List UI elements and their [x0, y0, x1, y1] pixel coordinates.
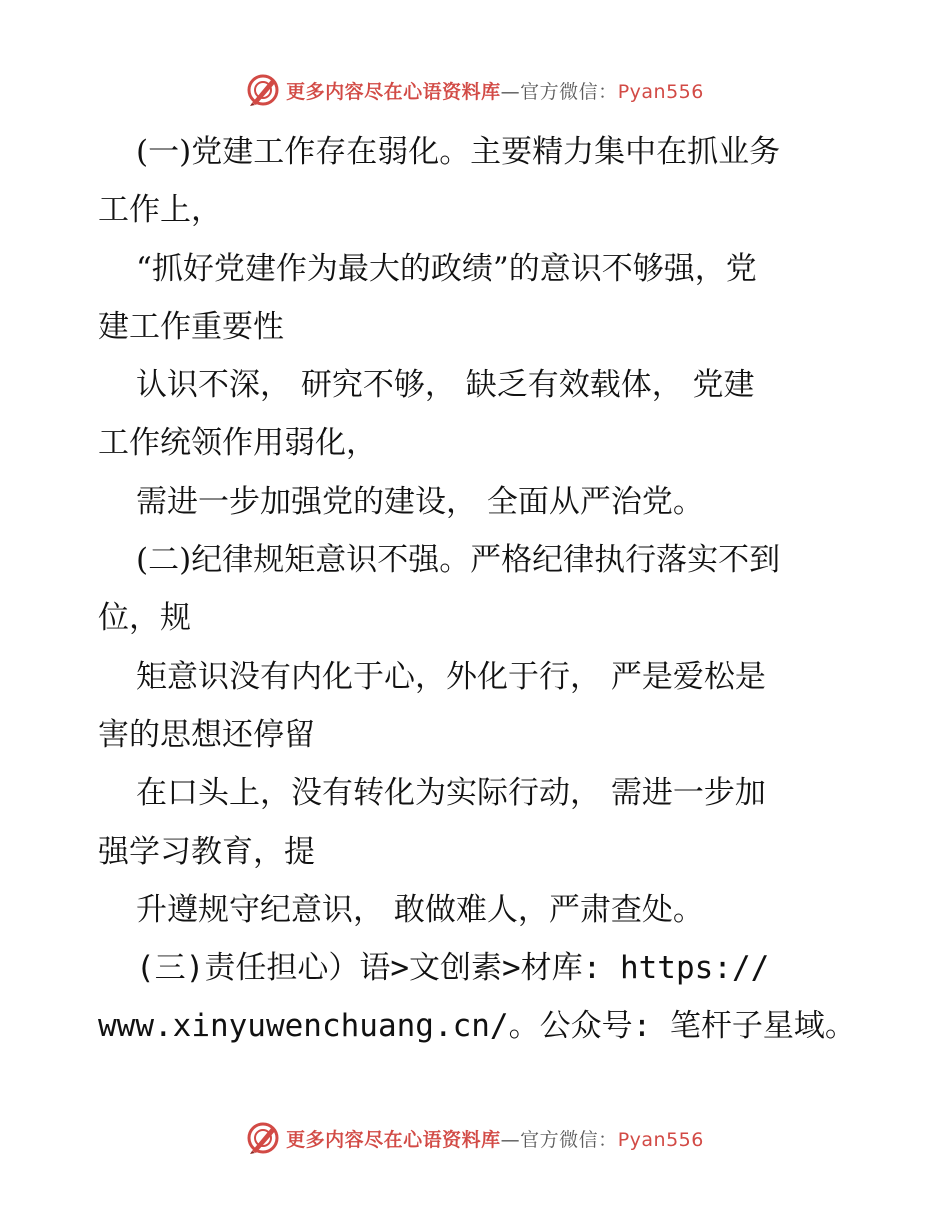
body-text-line: 在口头上，没有转化为实际行动， 需进一步加: [136, 775, 766, 812]
document-body: [98, 123, 858, 1056]
body-text-line: 工作统领作用弱化，: [98, 425, 377, 462]
footer-separator: —: [500, 1128, 521, 1151]
footer-official-label: 官方微信: [520, 1128, 599, 1151]
body-text-line: (二)纪律规矩意识不强。严格纪律执行落实不到: [136, 542, 781, 579]
body-text-line: www.xinyuwenchuang.cn/。公众号: 笔杆子星域。: [98, 1008, 856, 1045]
brand-logo-icon: [246, 73, 280, 107]
footer-watermark-text: [286, 1125, 704, 1152]
body-text-line: (一)党建工作存在弱化。主要精力集中在抓业务: [136, 134, 781, 170]
header-official-label: 官方微信: [520, 80, 599, 103]
body-text-line: 矩意识没有内化于心，外化于行， 严是爱松是: [136, 658, 766, 695]
brand-logo-icon: [246, 1121, 280, 1155]
header-brand-text: 更多内容尽在心语资料库: [286, 80, 501, 103]
footer-wechat-id: Pyan556: [617, 1128, 704, 1151]
footer-brand-text: 更多内容尽在心语资料库: [286, 1128, 501, 1151]
body-text-line: 工作上，: [98, 192, 222, 229]
body-text-line: 害的思想还停留: [98, 716, 315, 753]
header-separator: —: [500, 80, 521, 103]
header-watermark-banner: [0, 70, 950, 110]
body-text-line: (三)责任担心）语>文创素>材库: https://: [136, 950, 770, 987]
header-watermark-text: [286, 77, 704, 104]
header-wechat-id: Pyan556: [617, 80, 704, 103]
footer-colon: ：: [598, 1128, 618, 1151]
body-text-line: 强学习教育，提: [98, 833, 315, 870]
body-text-line: 建工作重要性: [98, 308, 284, 345]
header-colon: ：: [598, 80, 618, 103]
body-text-line: 升遵规守纪意识， 敢做难人，严肃查处。: [136, 891, 704, 928]
footer-watermark-banner: [0, 1118, 950, 1158]
body-text-line: 需进一步加强党的建设， 全面从严治党。: [136, 483, 704, 520]
body-text-line: “抓好党建作为最大的政绩”的意识不够强，党: [136, 250, 757, 287]
body-text-line: 认识不深， 研究不够， 缺乏有效载体， 党建: [136, 367, 755, 404]
body-text-line: 位，规: [98, 600, 191, 637]
